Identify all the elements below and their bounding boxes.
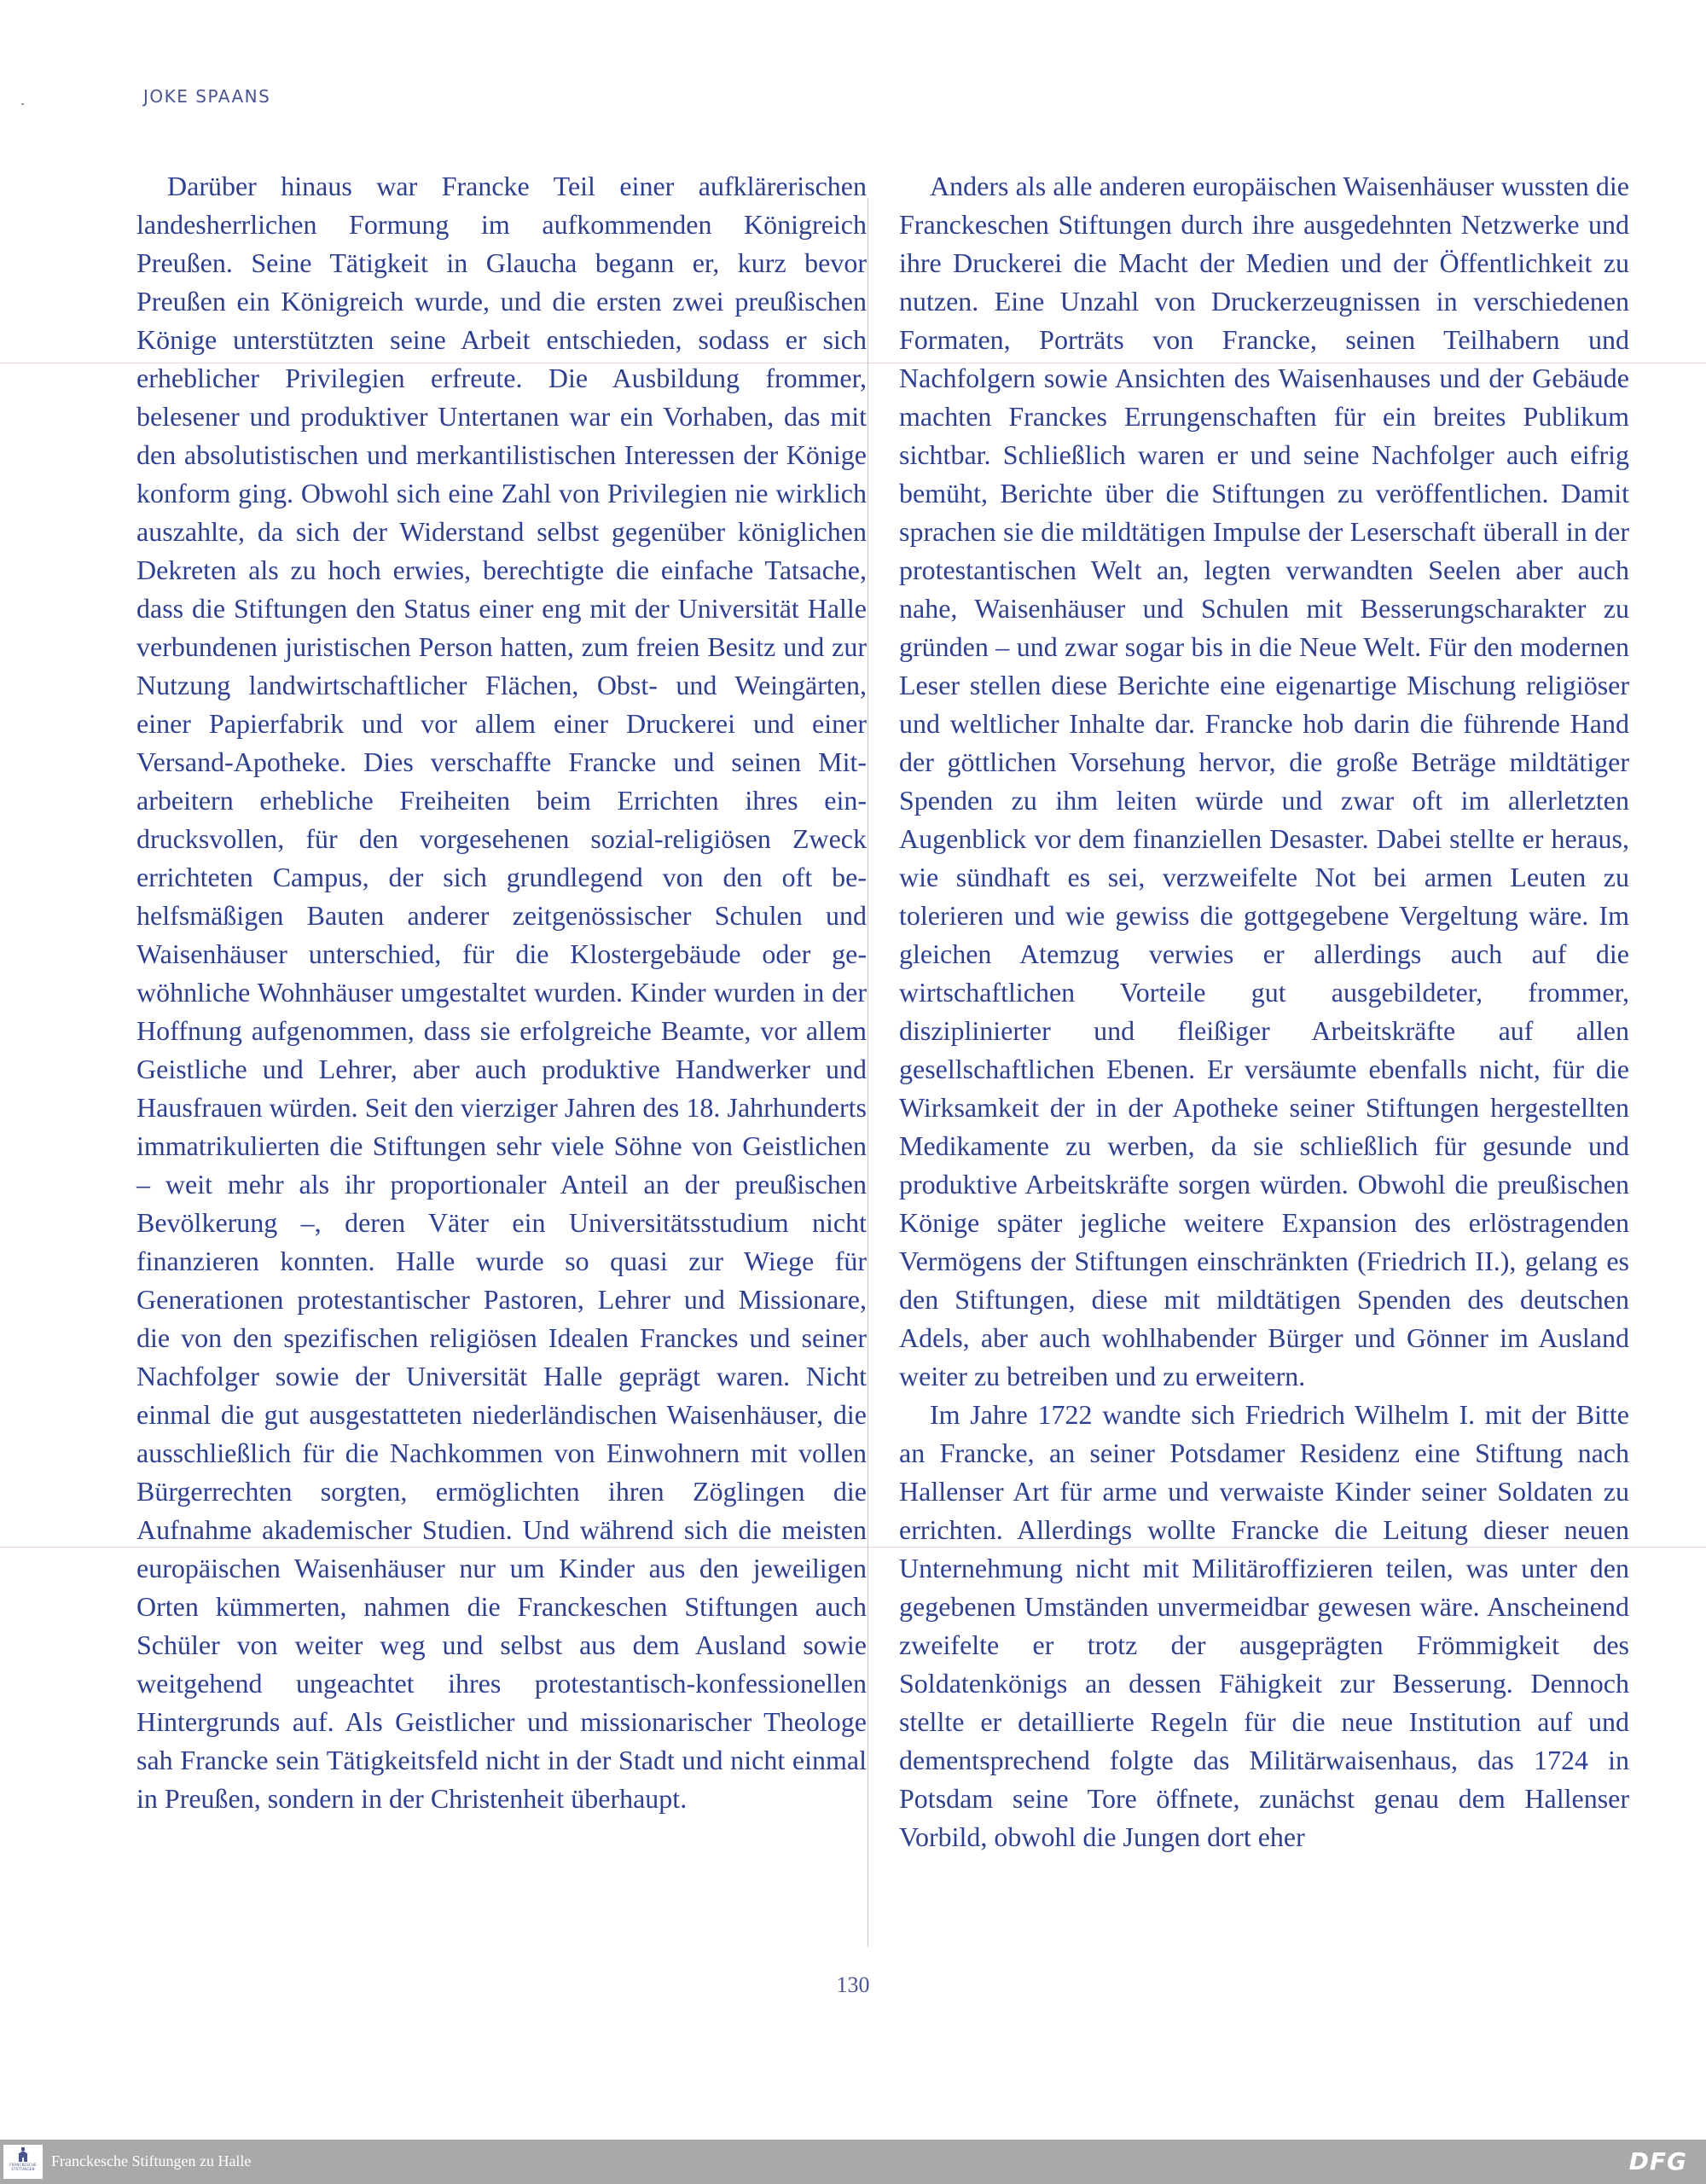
running-header-author: JOKE SPAANS: [143, 86, 271, 107]
viewer-footer-bar: [0, 2140, 1706, 2184]
left-text-column: [136, 167, 867, 1818]
dfg-badge[interactable]: DFG: [1628, 2147, 1687, 2175]
building-icon: [17, 2147, 29, 2163]
source-label: Franckesche Stiftungen zu Halle: [51, 2152, 252, 2169]
paragraph: Anders als alle anderen europäischen Waisenhäuser wussten die Franckeschen Stiftungen durch ihre ausgedehnten Netzwerke und ihre Druckerei die Macht der Medien und der Öffentlichkeit zu nutzen. Eine Unzahl von Druckerzeugnissen in verschiedenen Formaten, Porträts von Francke, seinen Teilhabern und Nachfolgern sowie Ansichten des Waisenhauses und der Gebäude machten Franckes Errungenschaften für ein breites Publikum sichtbar. Schließlich waren er und seine Nachfolger auch eifrig bemüht, Berichte über die Stiftungen zu veröffentlichen. Damit sprachen sie die mildtätigen Impulse der Leserschaft überall in der protestantischen Welt an, legten verwandten Seelen aber auch nahe, Waisenhäuser und Schulen mit Besserungscharakter zu gründen – und zwar sogar bis in die Neue Welt. Für den modernen Leser stellen diese Berichte eine eigenartige Mischung religiöser und weltlicher Inhalte dar. Francke hob darin die führende Hand der göttlichen Vorsehung hervor, die große Beträge mildtätiger Spenden zu ihm leiten würde und zwar oft im allerletzten Augenblick vor dem finanziellen Desaster. Dabei stellte er heraus, wie sündhaft es sei, verzweifelte Not bei armen Leuten zu tolerieren und wie gewiss die gottgegebene Vergeltung wäre. Im gleichen Atemzug verwies er allerdings auch auf die wirtschaftlichen Vorteile gut ausgebildeter, frommer, disziplinierter und fleißiger Arbeitskräfte auf allen gesellschaftlichen Ebenen. Er versäumte ebenfalls nicht, für die Wirksamkeit der in der Apotheke seiner Stiftungen hergestellten Medikamente zu werben, da sie schließlich für gesunde und produktive Arbeitskräfte sorgen würden. Obwohl die preußischen Könige später jegliche weitere Expansion des erlöstragenden Vermögens der Stiftungen einschränkten (Friedrich II.), gelang es den Stiftungen, diese mit mildtätigen Spenden des deutschen Adels, aber auch wohlhabender Bürger und Gönner im Ausland weiter zu betreiben und zu erweitern.: [899, 171, 1629, 1391]
institution-logo[interactable]: [3, 2145, 43, 2179]
paragraph: Darüber hinaus war Francke Teil einer aufklärerischen landesherrlichen Formung im aufkommenden Königreich Preußen. Seine Tätigkeit in Glaucha begann er, kurz bevor Preußen ein Königreich wurde, und die ersten zwei preußischen Könige unterstützten seine Arbeit entschieden, sodass er sich erheblicher Privilegien erfreute. Die Ausbildung frommer, belesener und produktiver Untertanen war ein Vorhaben, das mit den absolutistischen und merkantilistischen Interessen der Könige konform ging. Obwohl sich eine Zahl von Privilegien nie wirklich auszahlte, da sich der Widerstand selbst gegenüber königlichen Dekreten als zu hoch erwies, berechtigte die einfache Tatsache, dass die Stiftungen den Status einer eng mit der Universität Halle verbundenen juristischen Person hatten, zum freien Besitz und zur Nutzung landwirtschaftlicher Flächen, Obst- und Weingärten, einer Papierfabrik und vor allem einer Druckerei und einer Versand-Apotheke. Dies verschaffte Francke und seinen Mitarbeitern erhebliche Freiheiten beim Errichten ihres eindrucksvollen, für den vorgesehenen sozial-religiösen Zweck errichteten Campus, der sich grundlegend von den oft behelfsmäßigen Bauten anderer zeitgenössischer Schulen und Waisenhäuser unterschied, für die Klostergebäude oder gewöhnliche Wohnhäuser umgestaltet wurden. Kinder wurden in der Hoffnung aufgenommen, dass sie erfolgreiche Beamte, vor allem Geistliche und Lehrer, aber auch produktive Handwerker und Hausfrauen würden. Seit den vierziger Jahren des 18. Jahrhunderts immatrikulierten die Stiftungen sehr viele Söhne von Geistlichen – weit mehr als ihr proportionaler Anteil an der preußischen Bevölkerung –, deren Väter ein Universitätsstudium nicht finanzieren konnten. Halle wurde so quasi zur Wiege für Generationen protestantischer Pastoren, Lehrer und Missionare, die von den spezifischen religiösen Idealen Franckes und seiner Nachfolger sowie der Universität Halle geprägt waren. Nicht einmal die gut ausgestatteten niederländischen Waisenhäuser, die ausschließlich für die Nachkommen von Einwohnern mit vollen Bürgerrechten sorgten, ermöglichten ihren Zöglingen die Aufnahme akademischer Studien. Und während sich die meisten europäischen Waisenhäuser nur um Kinder aus den jeweiligen Orten kümmerten, nahmen die Franckeschen Stiftungen auch Schüler von weiter weg und selbst aus dem Ausland sowie weitgehend ungeachtet ihres protestantisch-konfessionellen Hintergrunds auf. Als Geistlicher und missionarischer Theologe sah Francke sein Tätigkeitsfeld nicht in der Stadt und nicht einmal in Preußen, sondern in der Christenheit überhaupt.: [136, 171, 867, 1814]
logo-caption: FRANCKESCHE STIFTUNGEN: [9, 2163, 37, 2171]
scan-speck: [21, 103, 24, 105]
page-number: 130: [836, 1972, 870, 1997]
right-text-column: [899, 167, 1629, 1856]
paragraph: Im Jahre 1722 wandte sich Friedrich Wilhelm I. mit der Bitte an Francke, an seiner Potsdamer Residenz eine Stiftung nach Hallenser Art für arme und verwaiste Kinder seiner Soldaten zu errichten. Allerdings wollte Francke die Leitung dieser neuen Unternehmung nicht mit Militäroffizieren teilen, was unter den gegebenen Umständen unvermeidbar gewesen wäre. Anscheinend zweifelte er trotz der ausgeprägten Frömmigkeit des Soldatenkönigs an dessen Fähigkeit zur Besserung. Dennoch stellte er detaillierte Regeln für die neue Institution auf und dementsprechend folgte das Militärwaisenhaus, das 1724 in Potsdam seine Tore öffnete, zunächst genau dem Hallenser Vorbild, obwohl die Jungen dort eher: [899, 1399, 1629, 1852]
